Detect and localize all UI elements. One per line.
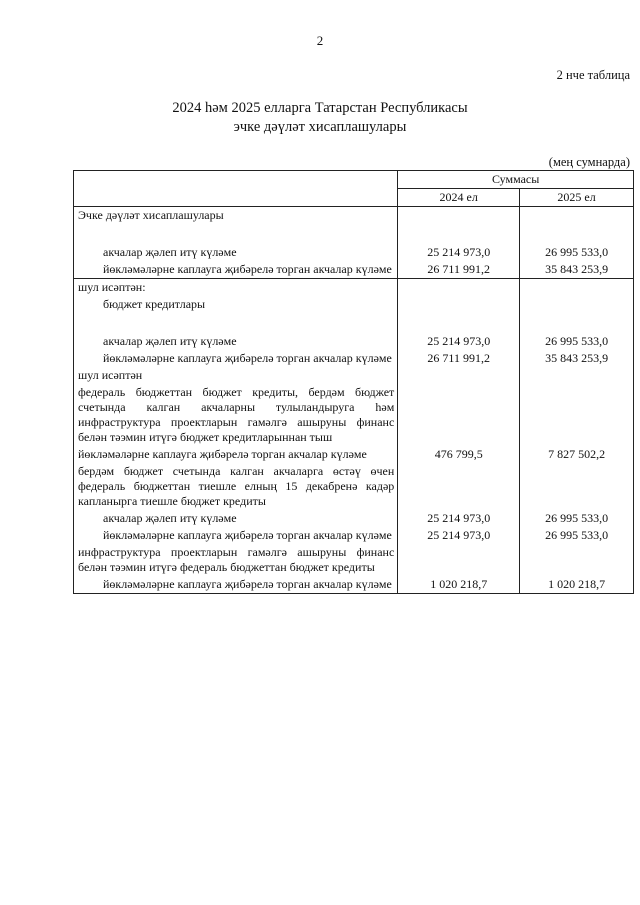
row-label: йөкләмәләрне каплауга җибәрелә торган акчалар күләме bbox=[74, 350, 398, 367]
table-row bbox=[74, 446, 634, 463]
value-2024: 476 799,5 bbox=[398, 446, 520, 463]
row-label: йөкләмәләрне каплауга җибәрелә торган акчалар күләме bbox=[74, 576, 398, 594]
value-2024: 25 214 973,0 bbox=[398, 527, 520, 544]
table-row bbox=[74, 333, 634, 350]
row-label: шул исәптән bbox=[74, 367, 398, 384]
value-2024: 26 711 991,2 bbox=[398, 350, 520, 367]
table-row bbox=[74, 296, 634, 313]
value-2024 bbox=[398, 279, 520, 297]
spacer-row bbox=[74, 313, 634, 333]
table-row bbox=[74, 527, 634, 544]
title-line-1: 2024 һәм 2025 елларга Татарстан Республикасы bbox=[172, 100, 468, 116]
row-label: йөкләмәләрне каплауга җибәрелә торган акчалар күләме bbox=[74, 527, 398, 544]
value-2024 bbox=[398, 544, 520, 576]
row-label: акчалар җәлеп итү күләме bbox=[74, 333, 398, 350]
table-label: 2 нче таблица bbox=[556, 68, 630, 82]
value-2024: 25 214 973,0 bbox=[398, 244, 520, 261]
header-empty-cell bbox=[74, 171, 398, 207]
header-sum: Суммасы bbox=[398, 171, 634, 189]
value-2025: 1 020 218,7 bbox=[520, 576, 634, 594]
table-row bbox=[74, 384, 634, 446]
spacer-row bbox=[74, 224, 634, 244]
header-year-2025: 2025 ел bbox=[520, 189, 634, 207]
value-2024 bbox=[398, 384, 520, 446]
value-2024: 25 214 973,0 bbox=[398, 333, 520, 350]
row-label: акчалар җәлеп итү күләме bbox=[74, 244, 398, 261]
value-2025: 26 995 533,0 bbox=[520, 244, 634, 261]
table-row bbox=[74, 244, 634, 261]
table-row bbox=[74, 510, 634, 527]
row-label: Эчке дәүләт хисаплашулары bbox=[74, 207, 398, 225]
table-row bbox=[74, 367, 634, 384]
row-label: йөкләмәләрне каплауга җибәрелә торган акчалар күләме bbox=[74, 261, 398, 279]
settlements-table bbox=[73, 170, 634, 594]
header-year-2024: 2024 ел bbox=[398, 189, 520, 207]
units-note: (мең сумнарда) bbox=[548, 155, 630, 169]
value-2025 bbox=[520, 367, 634, 384]
table-row bbox=[74, 261, 634, 279]
value-2025 bbox=[520, 279, 634, 297]
table-row bbox=[74, 207, 634, 225]
table-row bbox=[74, 576, 634, 594]
value-2025: 26 995 533,0 bbox=[520, 527, 634, 544]
value-2025: 26 995 533,0 bbox=[520, 333, 634, 350]
row-label: бюджет кредитлары bbox=[74, 296, 398, 313]
value-2025: 7 827 502,2 bbox=[520, 446, 634, 463]
table-row bbox=[74, 350, 634, 367]
value-2024 bbox=[398, 296, 520, 313]
value-2024 bbox=[398, 463, 520, 510]
row-label: федераль бюджеттан бюджет кредиты, бердәм бюджет счетында калган акчаларны тулыландыруга һәм инфраструктура проектларын гамәлгә ашыруны финанс белән тәэмин итүгә бюджет кредитларыннан тыш bbox=[74, 384, 398, 446]
row-label: бердәм бюджет счетында калган акчаларга өстәү өчен федераль бюджеттан тиешле елның 15 декабренә кадәр капланырга тиешле бюджет кредиты bbox=[74, 463, 398, 510]
value-2025: 35 843 253,9 bbox=[520, 350, 634, 367]
document-title bbox=[0, 99, 640, 137]
row-label: шул исәптән: bbox=[74, 279, 398, 297]
table-row bbox=[74, 463, 634, 510]
value-2024 bbox=[398, 367, 520, 384]
value-2025: 35 843 253,9 bbox=[520, 261, 634, 279]
table-row bbox=[74, 544, 634, 576]
value-2025 bbox=[520, 296, 634, 313]
row-label: инфраструктура проектларын гамәлгә ашыруны финанс белән тәэмин итүгә федераль бюджеттан бюджет кредиты bbox=[74, 544, 398, 576]
value-2025: 26 995 533,0 bbox=[520, 510, 634, 527]
page-number: 2 bbox=[316, 33, 324, 48]
value-2025 bbox=[520, 384, 634, 446]
value-2024 bbox=[398, 207, 520, 225]
title-line-2: эчке дәүләт хисаплашулары bbox=[233, 119, 407, 135]
table-row bbox=[74, 279, 634, 297]
row-label: акчалар җәлеп итү күләме bbox=[74, 510, 398, 527]
value-2024: 25 214 973,0 bbox=[398, 510, 520, 527]
value-2025 bbox=[520, 544, 634, 576]
value-2024: 26 711 991,2 bbox=[398, 261, 520, 279]
value-2024: 1 020 218,7 bbox=[398, 576, 520, 594]
value-2025 bbox=[520, 463, 634, 510]
value-2025 bbox=[520, 207, 634, 225]
row-label: йөкләмәләрне каплауга җибәрелә торган акчалар күләме bbox=[74, 446, 398, 463]
